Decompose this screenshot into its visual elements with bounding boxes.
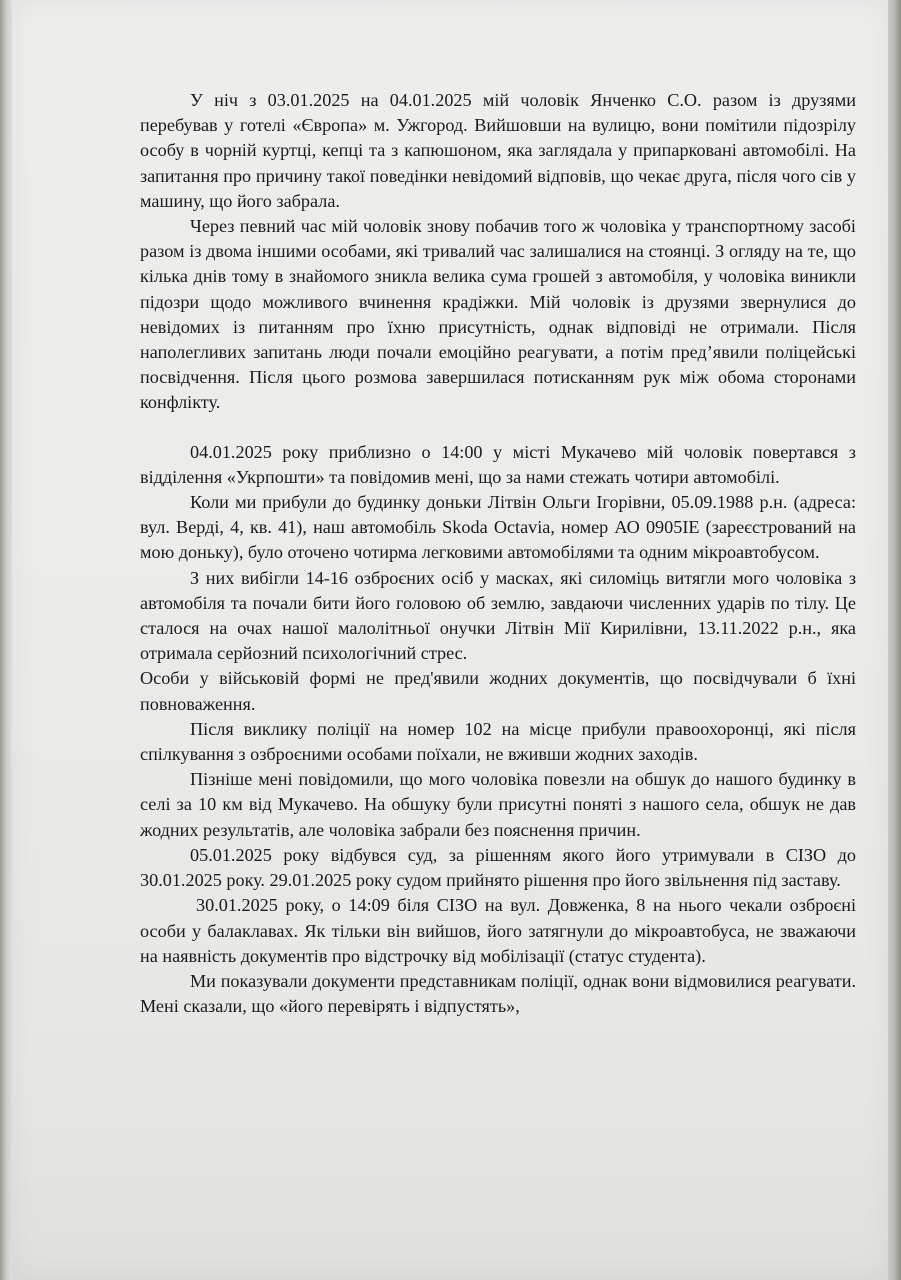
paragraph-police-call: Після виклику поліції на номер 102 на місце прибули правоохоронці, які після спілкування з озброєними особами поїхали, не вживши жодних заходів.: [140, 718, 856, 765]
paragraph-search: Пізніше мені повідомили, що мого чоловіка повезли на обшук до нашого будинку в селі за 10 км від Мукачево. На обшуку були присутні поняті з нашого села, обшук не дав жодних результатів, але чоловіка забрали без пояснення причин.: [140, 769, 856, 840]
paragraph-surveillance: 04.01.2025 року приблизно о 14:00 у місті Мукачево мій чоловік повертався з відділення «Укрпошти» та повідомив мені, що за нами стежать чотири автомобілі.: [140, 441, 856, 487]
paragraph-suspicion: Через певний час мій чоловік знову побачив того ж чоловіка у транспортному засобі разом із двома іншими особами, які тривалий час залишалися на стоянці. З огляду на те, що кілька днів тому в знайомого зникла велика сума грошей з автомобіля, у чоловіка виникли підозри щодо можливого вчинення крадіжки. Мій чоловік із друзями звернулися до невідомих із питанням про їхню присутність, однак відповіді не отримали. Після наполегливих запитань люди почали емоційно реагувати, а потім пред’явили поліцейські посвідчення. Після цього розмова завершилася потисканням рук між обома сторонами конфлікту.: [140, 216, 856, 413]
paragraph-armed-persons: З них вибігли 14-16 озброєних осіб у масках, які силоміць витягли мого чоловіка з автомобіля та почали бити його головою об землю, завдаючи численних ударів по тілу. Це сталося на очах нашої малолітньої онучки Літвін Мії Кирилівни, 13.11.2022 р.н., яка отримала серйозний психологічний стрес.: [140, 567, 856, 664]
document-page: [12, 0, 888, 1280]
paragraph-police-refusal: Ми показували документи представникам поліції, однак вони відмовилися реагувати. Мені сказали, що «його перевірять і відпустять»,: [140, 970, 856, 1017]
paragraph-court: 05.01.2025 року відбувся суд, за рішенням якого його утримували в СІЗО до 30.01.2025 року. 29.01.2025 року судом прийнято рішення про його звільнення під заставу.: [140, 844, 856, 891]
paragraph-car-surrounded: Коли ми прибули до будинку доньки Літвін Ольги Ігорівни, 05.09.1988 р.н. (адреса: вул. Верді, 4, кв. 41), наш автомобіль Skoda Octavia, номер АО 0905ІЕ (зареєстрований на мою доньку), було оточено чотирма легковими автомобілями та одним мікроавтобусом.: [140, 492, 856, 563]
paragraph-detention-release: 30.01.2025 року, о 14:09 біля СІЗО на вул. Довженка, 8 на нього чекали озброєні особи у балаклавах. Як тільки він вийшов, його затягнули до мікроавтобуса, не зважаючи на наявність документів про відстрочку від мобілізації (статус студента).: [140, 895, 856, 966]
document-body: [140, 88, 856, 1019]
paragraph-night-incident: У ніч з 03.01.2025 на 04.01.2025 мій чоловік Янченко С.О. разом із друзями перебував у готелі «Європа» м. Ужгород. Вийшовши на вулицю, вони помітили підозрілу особу в чорній куртці, кепці та з капюшоном, яка заглядала у припарковані автомобілі. На запитання про причину такої поведінки невідомий відповів, що чекає друга, після чого сів у машину, що його забрала.: [140, 90, 856, 211]
paragraph-no-documents: Особи у військовій формі не пред'явили жодних документів, що посвідчували б їхні повноваження.: [140, 668, 856, 714]
